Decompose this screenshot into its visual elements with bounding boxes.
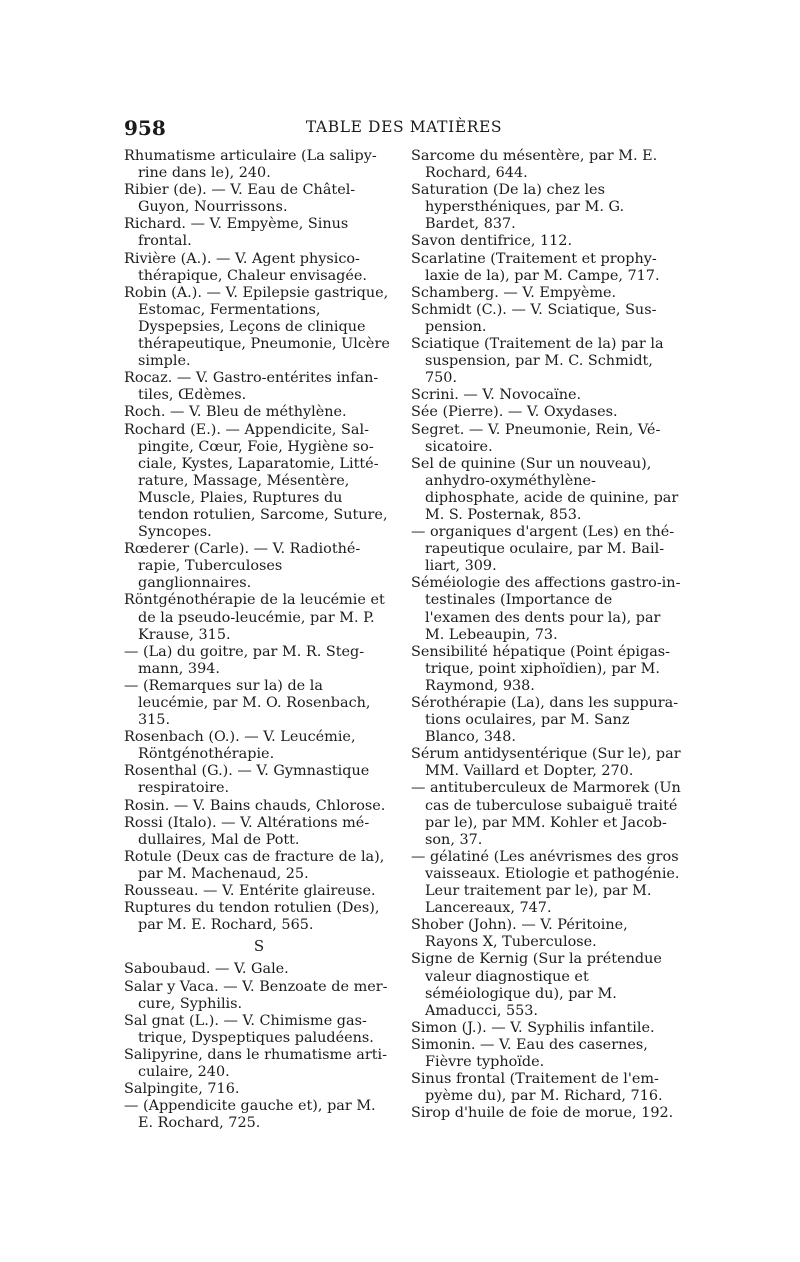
index-entry: Sarcome du mésentère, par M. E. Rochard, 644. [411,148,658,182]
index-entry: Schamberg. — V. Empyème. [411,284,617,301]
index-entry: Signe de Kernig (Sur la prétendue valeur diagnostique et séméiologique du), par M. Amaducci, 553. [411,951,662,1019]
running-title: TABLE DES MATIÈRES [305,118,503,136]
index-entry: Séméiologie des affections gastro-intestinales (Importance de l'examen des dents pour la), par M. Lebeaupin, 73. [411,575,681,643]
page-number: 958 [124,116,166,140]
index-entry: Salpingite, 716. [124,1081,240,1098]
index-entry: Richard. — V. Empyème, Sinus frontal. [124,216,349,250]
index-entry: Savon dentifrice, 112. [411,233,573,250]
index-entry: Salipyrine, dans le rhumatisme articulaire, 240. [124,1046,387,1080]
index-entry: Ribier (de). — V. Eau de Châtel-Guyon, Nourrissons. [124,182,356,216]
index-entry: Sal gnat (L.). — V. Chimisme gastrique, Dyspeptiques paludéens. [124,1012,374,1046]
index-entry: Sée (Pierre). — V. Oxydases. [411,404,618,421]
index-entry: — (Appendicite gauche et), par M. E. Rochard, 725. [124,1098,376,1132]
right-column [411,148,681,1122]
index-entry: Saboubaud. — V. Gale. [124,961,289,978]
index-entry: Rocaz. — V. Gastro-entérites infantiles, Œdèmes. [124,370,379,404]
index-entry: Ruptures du tendon rotulien (Des), par M. E. Rochard, 565. [124,900,380,934]
index-entry: Salar y Vaca. — V. Benzoate de mercure, Syphilis. [124,978,388,1012]
index-entry: Sirop d'huile de foie de morue, 192. [411,1105,674,1122]
index-entry: Rivière (A.). — V. Agent physico-thérapique, Chaleur envisagée. [124,250,367,284]
index-entry: — antituberculeux de Marmorek (Un cas de tuberculose subaiguë traité par le), par MM. Kohler et Jacobson, 37. [411,780,681,848]
index-entry: — (La) du goitre, par M. R. Stegmann, 394. [124,643,365,677]
index-entry: Roch. — V. Bleu de méthylène. [124,404,347,421]
index-entry: Simon (J.). — V. Syphilis infantile. [411,1019,655,1036]
index-entry: — gélatiné (Les anévrismes des gros vaisseaux. Etiologie et pathogénie. Leur traitement par le), par M. Lancereaux, 747. [411,848,680,917]
index-entry: Simonin. — V. Eau des casernes, Fièvre typhoïde. [411,1036,648,1070]
index-entry: Scrini. — V. Novocaïne. [411,387,582,404]
index-entry: Sinus frontal (Traitement de l'empyème du), par M. Richard, 716. [411,1071,663,1105]
index-entry: Rosenbach (O.). — V. Leucémie, Röntgénothérapie. [124,729,356,763]
index-entry: Rossi (Italo). — V. Altérations médullaires, Mal de Pott. [124,814,370,848]
index-entry: — (Remarques sur la) de la leucémie, par M. O. Rosenbach, 315. [124,677,371,729]
index-entry: Sel de quinine (Sur un nouveau), anhydro-oxyméthylène-diphosphate, acide de quinine, par M. S. Posternak, 853. [411,455,679,523]
index-entry: Sensibilité hépatique (Point épigastrique, point xiphoïdien), par M. Raymond, 938. [411,643,671,694]
index-entry: Rosin. — V. Bains chauds, Chlorose. [124,797,386,814]
index-entry: Rosenthal (G.). — V. Gymnastique respiratoire. [124,763,370,797]
left-column [124,148,394,1132]
index-entry: Rotule (Deux cas de fracture de la), par M. Machenaud, 25. [124,848,385,882]
index-entry: Rochard (E.). — Appendicite, Salpingite, Cœur, Foie, Hygiène sociale, Kystes, Laparatomie, Littérature, Massage, Mésentère, Muscle, Plaies, Ruptures du tendon rotulien, Sarcome, Suture, Syncopes. [124,421,388,541]
index-entry: Schmidt (C.). — V. Sciatique, Suspension. [411,301,657,335]
index-entry: Segret. — V. Pneumonie, Rein, Vésicatoire. [411,421,661,455]
index-entry: — organiques d'argent (Les) en thérapeutique oculaire, par M. Bailliart, 309. [411,524,675,575]
index-entry: Rousseau. — V. Entérite glaireuse. [124,883,376,900]
index-entry: Sérum antidysentérique (Sur le), par MM. Vaillard et Dopter, 270. [411,746,681,780]
index-entry: Rhumatisme articulaire (La salipyrine dans le), 240. [124,148,377,182]
index-entry: Robin (A.). — V. Epilepsie gastrique, Estomac, Fermentations, Dyspepsies, Leçons de clinique thérapeutique, Pneumonie, Ulcère simple. [124,284,390,370]
index-entry: Sciatique (Traitement de la) par la suspension, par M. C. Schmidt, 750. [411,336,664,387]
index-entry: Scarlatine (Traitement et prophylaxie de la), par M. Campe, 717. [411,250,660,284]
index-entry: Röntgénothérapie de la leucémie et de la pseudo-leucémie, par M. P. Krause, 315. [124,592,385,643]
index-entry: Shober (John). — V. Péritoine, Rayons X, Tuberculose. [411,917,628,951]
section-letter: S [253,937,265,956]
index-entry: Rœderer (Carle). — V. Radiothérapie, Tuberculoses ganglionnaires. [124,541,361,592]
page-header [124,116,684,140]
index-entry: Sérothérapie (La), dans les suppurations oculaires, par M. Sanz Blanco, 348. [411,695,679,746]
index-entry: Saturation (De la) chez les hypersthéniques, par M. G. Bardet, 837. [411,182,625,233]
